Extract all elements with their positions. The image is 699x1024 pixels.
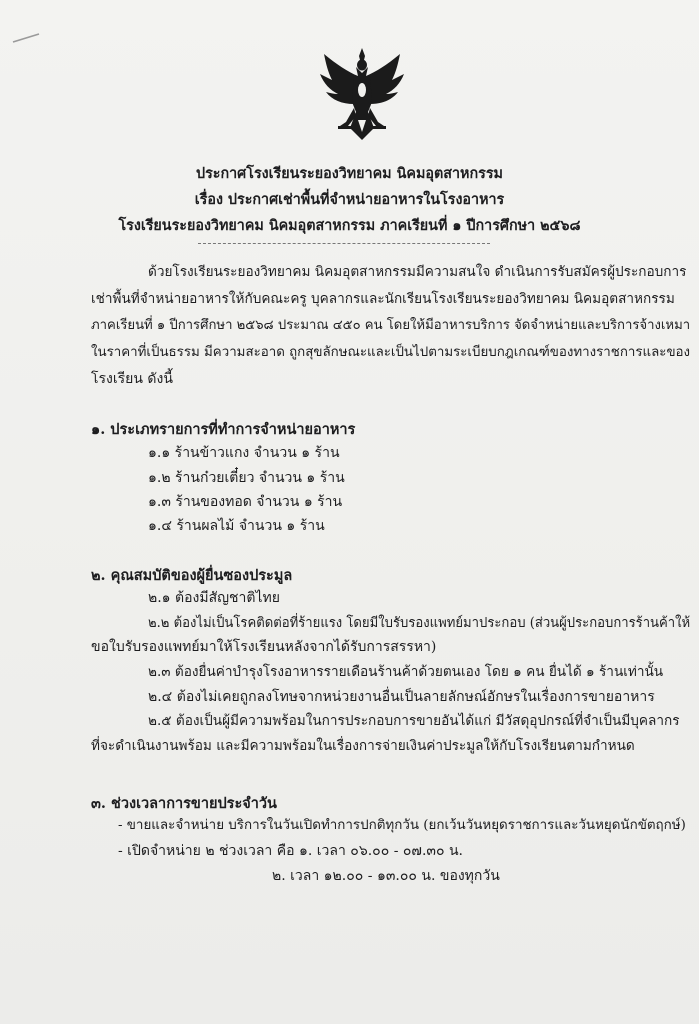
section-3-line-3: ๒. เวลา ๑๒.๐๐ - ๑๓.๐๐ น. ของทุกวัน <box>272 868 500 884</box>
title-divider <box>198 243 490 244</box>
section-1-heading: ๑. ประเภทรายการที่ทำการจำหน่ายอาหาร <box>91 421 356 438</box>
section-1-item: ๑.๔ ร้านผลไม้ จำนวน ๑ ร้าน <box>148 518 325 534</box>
intro-line-1: ด้วยโรงเรียนระยองวิทยาคม นิคมอุตสาหกรรมมีความสนใจ ดำเนินการรับสมัครผู้ประกอบการ <box>148 264 687 280</box>
section-2-item-5-continued: ที่จะดำเนินงานพร้อม และมีความพร้อมในเรื่องการจ่ายเงินค่าประมูลให้กับโรงเรียนตามกำหนด <box>91 738 635 754</box>
section-1-item: ๑.๓ ร้านของทอด จำนวน ๑ ร้าน <box>148 494 343 510</box>
garuda-emblem-icon <box>318 46 406 144</box>
intro-line-5: โรงเรียน ดังนี้ <box>91 371 173 387</box>
announcement-title-line-1: ประกาศโรงเรียนระยองวิทยาคม นิคมอุตสาหกรรม <box>196 165 503 182</box>
section-3-line-1: - ขายและจำหน่าย บริการในวันเปิดทำการปกติทุกวัน (ยกเว้นวันหยุดราชการและวันหยุดนักขัตฤกษ์) <box>118 818 686 833</box>
intro-line-2: เช่าพื้นที่จำหน่ายอาหารให้กับคณะครู บุคลากรและนักเรียนโรงเรียนระยองวิทยาคม นิคมอุตสาหกรรม <box>91 291 675 307</box>
section-3-heading: ๓. ช่วงเวลาการขายประจำวัน <box>91 795 277 812</box>
section-1-item: ๑.๑ ร้านข้าวแกง จำนวน ๑ ร้าน <box>148 445 340 461</box>
intro-line-4: ในราคาที่เป็นธรรม มีความสะอาด ถูกสุขลักษณะและเป็นไปตามระเบียบกฎเกณฑ์ของทางราชการและของ <box>91 345 691 360</box>
section-3-line-2: - เปิดจำหน่าย ๒ ช่วงเวลา คือ ๑. เวลา ๐๖.๐๐ - ๐๗.๓๐ น. <box>118 843 463 859</box>
section-2-item-1: ๒.๑ ต้องมีสัญชาติไทย <box>148 590 280 606</box>
section-2-item-3: ๒.๓ ต้องยื่นค่าบำรุงโรงอาหารรายเดือนร้านค้าด้วยตนเอง โดย ๑ คน ยื่นได้ ๑ ร้านเท่านั้น <box>148 664 664 680</box>
intro-line-3: ภาคเรียนที่ ๑ ปีการศึกษา ๒๕๖๘ ประมาณ ๔๕๐ คน โดยให้มีอาหารบริการ จัดจำหน่ายและบริการจ้างเหมา <box>91 318 691 333</box>
section-2-item-2-continued: ขอใบรับรองแพทย์มาให้โรงเรียนหลังจากได้รับการสรรหา) <box>91 639 437 655</box>
section-2-heading: ๒. คุณสมบัติของผู้ยื่นซองประมูล <box>91 567 293 584</box>
section-2-item-2: ๒.๒ ต้องไม่เป็นโรคติดต่อที่ร้ายแรง โดยมีใบรับรองแพทย์มาประกอบ (ส่วนผู้ประกอบการร้านค้าให้ <box>148 615 691 631</box>
announcement-title-line-3: โรงเรียนระยองวิทยาคม นิคมอุตสาหกรรม ภาคเรียนที่ ๑ ปีการศึกษา ๒๕๖๘ <box>118 217 581 234</box>
section-1-item: ๑.๒ ร้านก๋วยเตี๋ยว จำนวน ๑ ร้าน <box>148 470 345 486</box>
section-2-item-5: ๒.๕ ต้องเป็นผู้มีความพร้อมในการประกอบการขายอันได้แก่ มีวัสดุอุปกรณ์ที่จำเป็นมีบุคลากร <box>148 713 680 729</box>
pen-stroke-mark <box>12 33 40 43</box>
announcement-subject: เรื่อง ประกาศเช่าพื้นที่จำหน่ายอาหารในโรงอาหาร <box>194 191 505 208</box>
section-2-item-4: ๒.๔ ต้องไม่เคยถูกลงโทษจากหน่วยงานอื่นเป็นลายลักษณ์อักษรในเรื่องการขายอาหาร <box>148 689 655 705</box>
